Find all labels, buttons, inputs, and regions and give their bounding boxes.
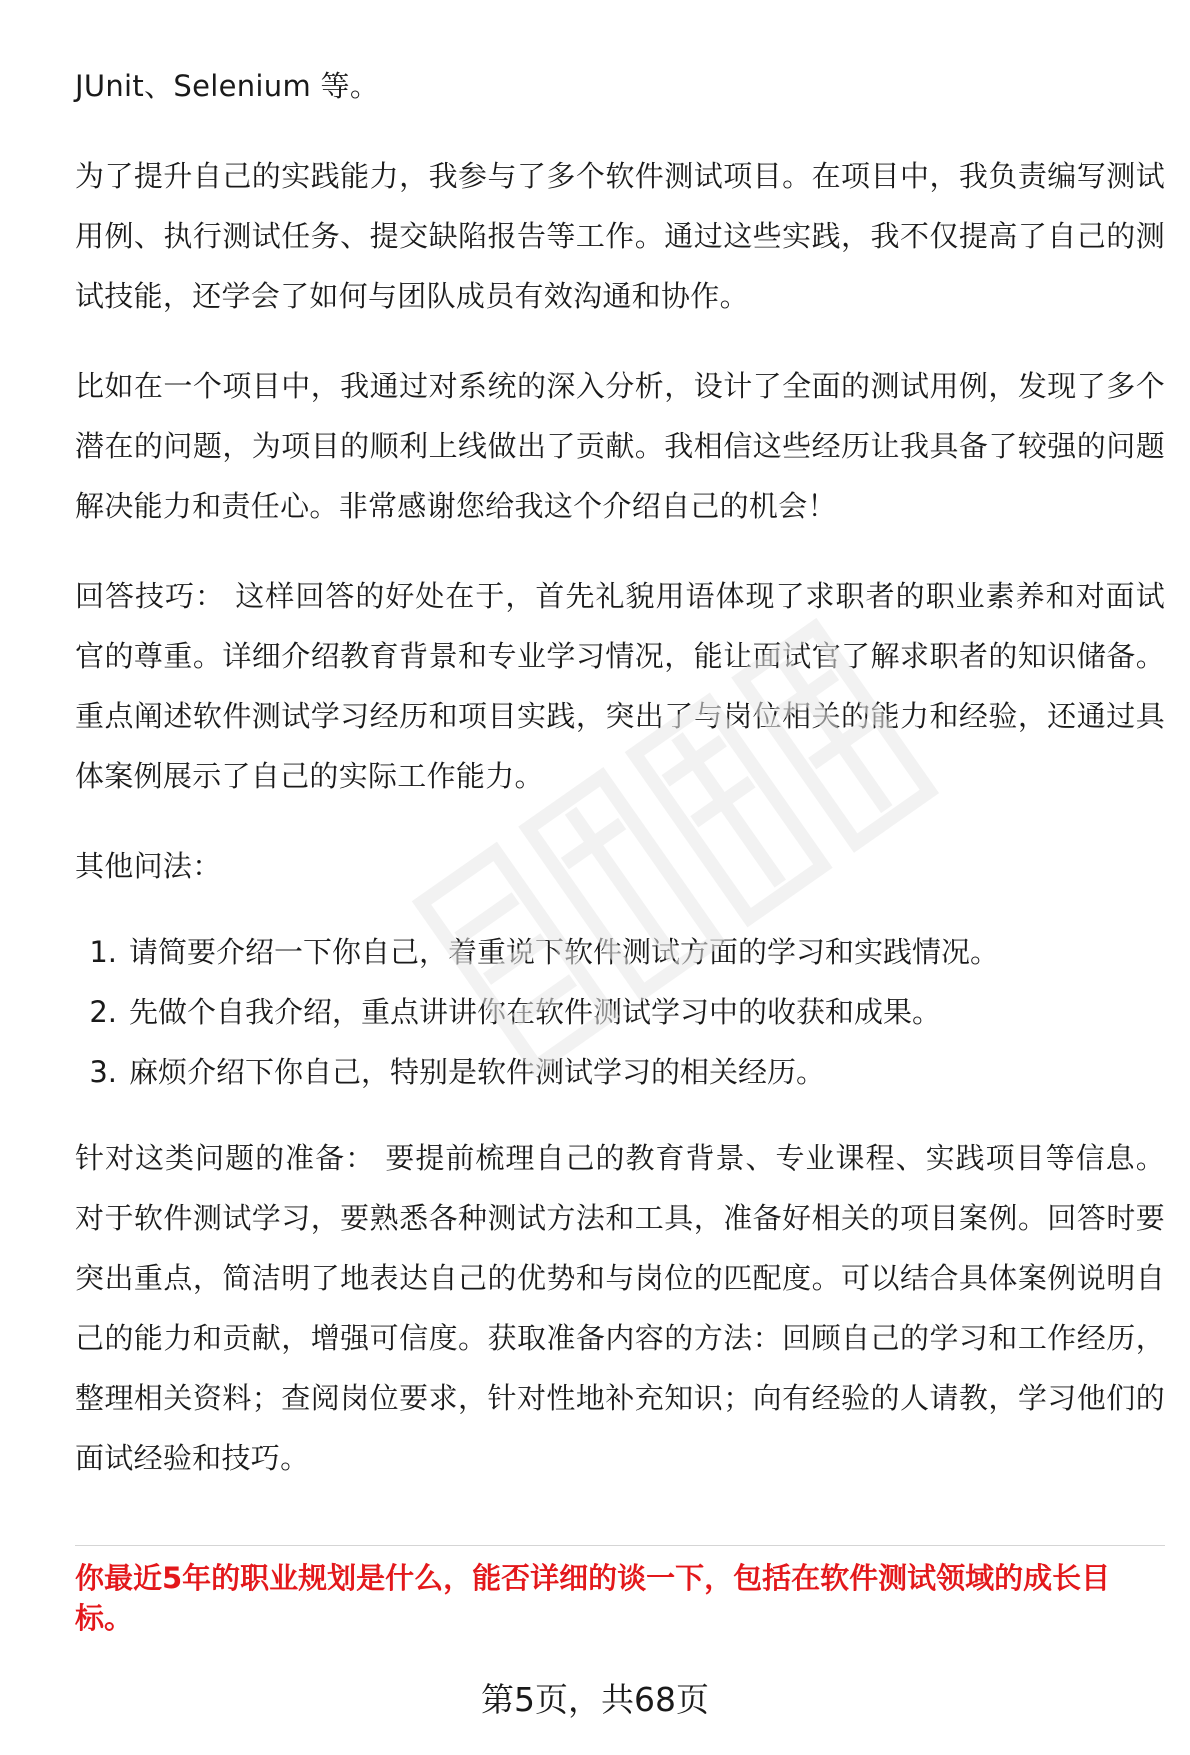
list-item-number: 2. [89,995,117,1029]
paragraph-example: 比如在一个项目中，我通过对系统的深入分析，设计了全面的测试用例，发现了多个潜在的问题，为项目的顺利上线做出了贡献。我相信这些经历让我具备了较强的问题解决能力和责任心。非常感谢您给我这个介绍自己的机会！ [75,369,1165,523]
page-content [75,56,1165,1488]
list-item [75,922,1165,982]
paragraph-other-questions-heading: 其他问法： [75,849,222,883]
section-divider [75,1545,1165,1546]
list-item-number: 1. [89,935,117,969]
paragraph-preparation: 针对这类问题的准备： 要提前梳理自己的教育背景、专业课程、实践项目等信息。对于软件测试学习，要熟悉各种测试方法和工具，准备好相关的项目案例。回答时要突出重点，简洁明了地表达自己的优势和与岗位的匹配度。可以结合具体案例说明自己的能力和贡献，增强可信度。获取准备内容的方法：回顾自己的学习和工作经历，整理相关资料；查阅岗位要求，针对性地补充知识；向有经验的人请教，学习他们的面试经验和技巧。 [75,1141,1165,1475]
list-item-text: 先做个自我介绍，重点讲讲你在软件测试学习中的收获和成果。 [129,995,942,1029]
next-question-heading: 你最近5年的职业规划是什么，能否详细的谈一下，包括在软件测试领域的成长目标。 [75,1561,1111,1635]
paragraph-practice: 为了提升自己的实践能力，我参与了多个软件测试项目。在项目中，我负责编写测试用例、执行测试任务、提交缺陷报告等工作。通过这些实践，我不仅提高了自己的测试技能，还学会了如何与团队成员有效沟通和协作。 [75,159,1165,313]
paragraph-answer-tips: 回答技巧： 这样回答的好处在于，首先礼貌用语体现了求职者的职业素养和对面试官的尊重。详细介绍教育背景和专业学习情况，能让面试官了解求职者的知识储备。重点阐述软件测试学习经历和项目实践，突出了与岗位相关的能力和经验，还通过具体案例展示了自己的实际工作能力。 [75,579,1165,793]
list-item-text: 请简要介绍一下你自己，着重说下软件测试方面的学习和实践情况。 [129,935,1000,969]
list-item-text: 麻烦介绍下你自己，特别是软件测试学习的相关经历。 [129,1055,826,1089]
list-item [75,1042,1165,1102]
page-number-footer: 第5页，共68页 [481,1680,709,1719]
other-questions-list [75,922,1165,1102]
paragraph-continuation: JUnit、Selenium 等。 [75,69,380,103]
list-item [75,982,1165,1042]
list-item-number: 3. [89,1055,117,1089]
